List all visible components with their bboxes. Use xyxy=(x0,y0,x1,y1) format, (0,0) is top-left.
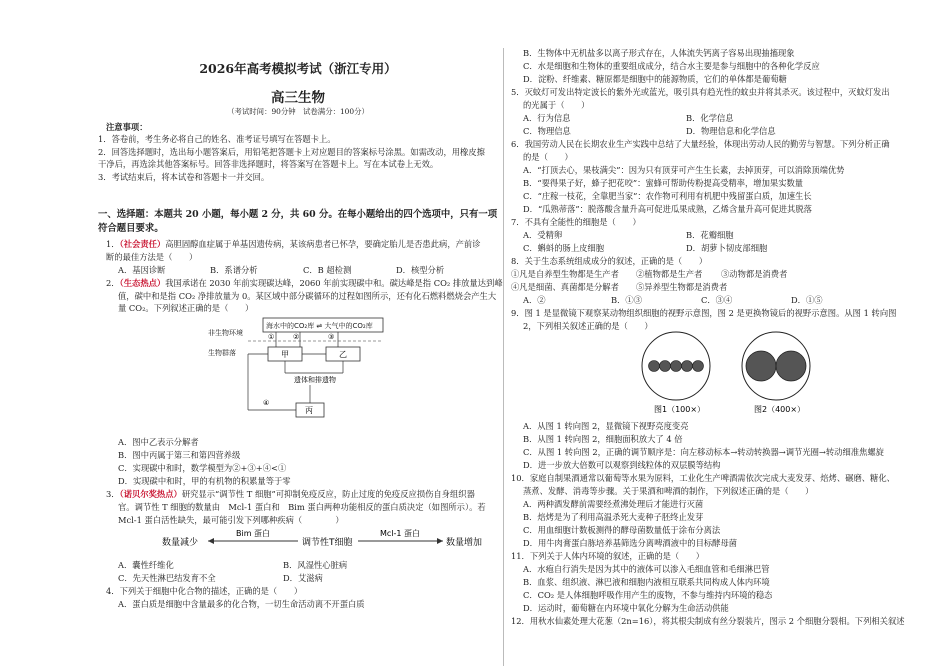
q8-item-5: ⑤异养型生物都是消费者 xyxy=(636,282,728,292)
arrow-num-4: ④ xyxy=(263,399,270,407)
q7-opt-a: A．受精卵 xyxy=(523,230,563,240)
carbon-cycle-diagram xyxy=(208,315,388,420)
microscope-figures xyxy=(626,330,826,415)
q8-opt-d: D．①⑤ xyxy=(791,295,823,305)
q3-num: 3． xyxy=(106,489,120,499)
subject-title: 高三生物 xyxy=(271,90,325,106)
q5-line2: 的光属于（ ） xyxy=(523,100,590,110)
q6-text: 我国劳动人民在长期农业生产实践中总结了大量经验，体现出劳动人民的勤劳与智慧。下列分析正确 xyxy=(524,139,890,149)
arrow-num-2: ② xyxy=(293,333,300,341)
q5-opt-d: D．物理信息和化学信息 xyxy=(686,126,776,136)
q1-opt-a: A．基因诊断 xyxy=(118,265,166,275)
cell-icon xyxy=(671,361,682,372)
q6-line1 xyxy=(511,138,890,151)
q2-num: 2． xyxy=(106,278,120,288)
cell-icon xyxy=(660,361,671,372)
q3-tag: （诺贝尔奖热点） xyxy=(119,489,182,499)
column-divider xyxy=(503,48,504,666)
q1-tag: （社会责任） xyxy=(119,239,166,249)
bim-label: Bim 蛋白 xyxy=(236,529,271,538)
q2-opt-a: A．图中乙表示分解者 xyxy=(118,437,199,447)
q10-opt-d: D．用牛肉膏蛋白胨培养基筛选分离啤酒液中的目标酵母菌 xyxy=(523,538,738,548)
arrow-num-3: ③ xyxy=(328,333,335,341)
q8-num: 8． xyxy=(511,256,525,266)
q4-line1 xyxy=(106,585,302,598)
fig2-caption: 图2（400×） xyxy=(754,405,806,414)
q5-opt-b: B．化学信息 xyxy=(686,113,734,123)
node-jia: 甲 xyxy=(281,350,289,359)
q7-opt-c: C．蝌蚪的肠上皮细胞 xyxy=(523,243,605,253)
note-2-cont: 干净后，再选涂其他答案标号。回答非选择题时，将答案写在答题卡上。写在本试卷上无效。 xyxy=(98,159,439,169)
note-3: 3．考试结束后，将本试卷和答题卡一并交回。 xyxy=(98,172,270,182)
q7-line1 xyxy=(511,216,641,229)
q9-text: 图 1 是显微镜下观察某动物组织细胞的视野示意图，图 2 是更换物镜后的视野示意图。从图 1 转向图 xyxy=(524,308,897,318)
section-heading: 一、选择题：本题共 20 小题，每小题 2 分，共 60 分。在每小题给出的四个选项中，只有一项 xyxy=(98,209,498,220)
q7-opt-d: D．胡萝卜韧皮部细胞 xyxy=(686,243,768,253)
q2-line1 xyxy=(106,277,503,290)
q1-line1 xyxy=(106,238,481,251)
cell-icon xyxy=(746,351,776,381)
q3-text: 研究显示“调节性 T 细胞”可抑制免疫反应，防止过度的免疫反应损伤自身组织器 xyxy=(181,489,475,499)
q9-line1 xyxy=(511,307,896,320)
q6-opt-b: B．“要得果子好，蜂子把花咬”：蜜蜂可帮助传粉提高受精率，增加果实数量 xyxy=(523,178,804,188)
q4-num: 4． xyxy=(106,586,120,596)
node-yi: 乙 xyxy=(339,350,347,359)
arrowhead xyxy=(437,538,443,544)
q6-line2: 的是（ ） xyxy=(523,152,573,162)
q9-opt-d: D．进一步放大倍数可以观察到线粒体的双层膜等结构 xyxy=(523,460,721,470)
note-2: 2．回答选择题时，选出每小题答案后，用铅笔把答题卡上对应题目的答案标号涂黑。如需改动，用橡皮擦 xyxy=(98,147,485,157)
abiotic-label: 非生物环境 xyxy=(208,329,243,337)
q2-opt-c: C．实现碳中和时，数学模型为②+③+④<① xyxy=(118,463,287,473)
exam-info: （考试时间：90分钟 试卷满分：100分） xyxy=(227,107,369,116)
cell-icon xyxy=(649,361,660,372)
q5-line1 xyxy=(511,86,890,99)
fig1-caption: 图1（100×） xyxy=(654,405,706,414)
q11-line1 xyxy=(511,550,704,563)
cell-icon xyxy=(682,361,693,372)
q6-opt-a: A．“打顶去心，果枝满尖”：因为只有顶芽可产生生长素，去掉顶芽，可以消除顶端优势 xyxy=(523,165,845,175)
mcl-label: Mcl-1 蛋白 xyxy=(380,529,421,538)
q10-opt-c: C．用血细胞计数板测得的酵母菌数量低于涂布分离法 xyxy=(523,525,721,535)
q10-line1 xyxy=(511,472,895,485)
q8-item-2: ②植物都是生产者 xyxy=(636,269,703,279)
note-1: 1．答卷前，考生务必将自己的姓名、准考证号填写在答题卡上。 xyxy=(98,134,336,144)
q11-opt-c: C．CO₂ 是人体细胞呼吸作用产生的废物，不参与维持内环境的稳态 xyxy=(523,590,773,600)
q3-opt-d: D．艾滋病 xyxy=(283,573,323,583)
q8-item-1: ①凡是自养型生物都是生产者 xyxy=(511,269,619,279)
q1-opt-d: D．核型分析 xyxy=(396,265,445,275)
q10-line2: 蒸煮、发酵、消毒等步骤。关于果酒和啤酒的制作，下列叙述正确的是（ ） xyxy=(523,486,814,496)
q10-opt-b: B．焙烤是为了利用高温杀死大麦种子胚终止发芽 xyxy=(523,512,704,522)
cell-icon xyxy=(776,351,806,381)
q4-opt-d: D．淀粉、纤维素、糖原都是细胞中的能源物质，它们的单体都是葡萄糖 xyxy=(523,74,787,84)
section-heading-cont: 符合题目要求。 xyxy=(98,223,164,234)
q8-text: 关于生态系统组成成分的叙述，正确的是（ ） xyxy=(524,256,708,266)
q8-opt-a: A．② xyxy=(523,295,546,305)
q9-line2: 2，下列相关叙述正确的是（ ） xyxy=(523,321,653,331)
q8-item-4: ④凡是细菌、真菌都是分解者 xyxy=(511,282,619,292)
q4-opt-b: B．生物体中无机盐多以离子形式存在，人体流失钙离子容易出现抽搐现象 xyxy=(523,48,795,58)
q6-opt-d: D．“瓜熟蒂落”：脱落酸含量升高可促进瓜果成熟，乙烯含量升高可促进其脱落 xyxy=(523,204,812,214)
q12-text: 用秋水仙素处理大花葱（2n=16），将其根尖制成有丝分裂装片，图示 2 个细胞分裂相。下列相关叙述 xyxy=(529,616,905,626)
q5-text: 灭蚊灯可发出特定波长的紫外光或蓝光，吸引具有趋光性的蚊虫并将其杀灭。该过程中，灭蚊灯发出 xyxy=(524,87,890,97)
q11-opt-d: D．运动时，葡萄糖在内环境中氧化分解为生命活动供能 xyxy=(523,603,729,613)
q2-tag: （生态热点） xyxy=(119,278,166,288)
q10-text: 家庭自制果酒通常以葡萄等水果为原料，工业化生产啤酒需依次完成大麦发芽、焙烤、碾磨、糖化、 xyxy=(529,473,895,483)
q9-opt-c: C．从图 1 转向图 2，正确的调节顺序是：向左移动标本→转动转换器→调节光圈→转动细准焦螺旋 xyxy=(523,447,884,457)
q9-num: 9． xyxy=(511,308,525,318)
q2-opt-d: D．实现碳中和时，甲的有机物的积累量等于零 xyxy=(118,476,291,486)
q8-opt-b: B．①③ xyxy=(611,295,642,305)
q1-text: 高胆固醇血症属于单基因遗传病，某该病患者已怀孕，要确定胎儿是否患此病，产前诊 xyxy=(165,239,481,249)
q11-num: 11． xyxy=(511,551,530,561)
q12-num: 12． xyxy=(511,616,530,626)
q2-opt-b: B．图中丙属于第三和第四营养级 xyxy=(118,450,241,460)
co2-pool-label: 海水中的CO₂库 ⇌ 大气中的CO₂库 xyxy=(266,322,373,330)
q4-opt-a: A．蛋白质是细胞中含量最多的化合物，一切生命活动离不开蛋白质 xyxy=(118,599,365,609)
q8-item-3: ③动物都是消费者 xyxy=(721,269,788,279)
remains-label: 遗体和排遗物 xyxy=(294,376,336,384)
q1-num: 1． xyxy=(106,239,120,249)
q2-text: 我国承诺在 2030 年前实现碳达峰，2060 年前实现碳中和。碳达峰是指 CO₂ 排放量达到峰 xyxy=(165,278,503,288)
q11-text: 下列关于人体内环境的叙述，正确的是（ ） xyxy=(529,551,705,561)
notes-title: 注意事项： xyxy=(106,122,148,132)
q1-line2: 断的最佳方法是（ ） xyxy=(106,252,198,262)
decrease-label: 数量减少 xyxy=(162,538,199,548)
exam-title: 2026年高考模拟考试（浙江专用） xyxy=(199,61,397,76)
q3-line1 xyxy=(106,488,475,501)
q7-num: 7． xyxy=(511,217,525,227)
cell-icon xyxy=(693,361,704,372)
arrowhead xyxy=(208,538,214,544)
biotic-label: 生物群落 xyxy=(208,349,236,357)
q4-opt-c: C．水是细胞和生物体的重要组成成分，结合水主要是参与细胞中的各种化学反应 xyxy=(523,61,820,71)
q12-line1 xyxy=(511,615,905,628)
q7-opt-b: B．花瓣细胞 xyxy=(686,230,734,240)
q2-line3: 量 CO₂。下列叙述正确的是（ ） xyxy=(118,303,254,313)
q6-opt-c: C．“庄稼一枝花，全靠肥当家”：农作物可利用有机肥中残留蛋白质，加速生长 xyxy=(523,191,812,201)
q3-line3: Mcl-1 蛋白活性缺失，最可能引发下列哪种疾病（ ） xyxy=(118,515,344,525)
q8-line1 xyxy=(511,255,707,268)
arrow-num-1: ① xyxy=(268,333,275,341)
q2-line2: 值，碳中和是指 CO₂ 净排放量为 0。某区域中部分碳循环的过程如图所示，还有化石燃料燃烧会产生大 xyxy=(118,291,497,301)
q11-opt-a: A．水疱自行消失是因为其中的液体可以渗入毛细血管和毛细淋巴管 xyxy=(523,564,770,574)
q1-opt-b: B．系谱分析 xyxy=(210,265,258,275)
q3-opt-b: B．风湿性心脏病 xyxy=(283,560,348,570)
treg-label: 调节性T细胞 xyxy=(302,538,353,548)
q10-opt-a: A．两种酒发酵前需要经煮沸处理后才能进行灭菌 xyxy=(523,499,704,509)
node-bing: 丙 xyxy=(305,406,313,415)
treg-regulation-diagram xyxy=(158,525,483,553)
q6-num: 6． xyxy=(511,139,525,149)
q7-text: 不具有全能性的细胞是（ ） xyxy=(524,217,641,227)
q9-opt-b: B．从图 1 转向图 2，细胞面积放大了 4 倍 xyxy=(523,434,683,444)
q3-opt-c: C．先天性淋巴结发育不全 xyxy=(118,573,216,583)
q8-opt-c: C．③④ xyxy=(701,295,733,305)
q10-num: 10． xyxy=(511,473,530,483)
q9-opt-a: A．从图 1 转向图 2，显微镜下视野亮度变亮 xyxy=(523,421,689,431)
q11-opt-b: B．血浆、组织液、淋巴液和细胞内液相互联系共同构成人体内环境 xyxy=(523,577,770,587)
q4-text: 下列关于细胞中化合物的描述，正确的是（ ） xyxy=(119,586,303,596)
q5-opt-c: C．物理信息 xyxy=(523,126,571,136)
q1-opt-c: C．B 超检测 xyxy=(303,265,352,275)
q3-line2: 官。调节性 T 细胞的数量由 Mcl-1 蛋白和 Bim 蛋白两种功能相反的蛋白质决定（如图所示）。若 xyxy=(118,502,486,512)
increase-label: 数量增加 xyxy=(446,538,483,548)
q5-opt-a: A．行为信息 xyxy=(523,113,571,123)
q5-num: 5． xyxy=(511,87,525,97)
q3-opt-a: A．囊性纤维化 xyxy=(118,560,174,570)
